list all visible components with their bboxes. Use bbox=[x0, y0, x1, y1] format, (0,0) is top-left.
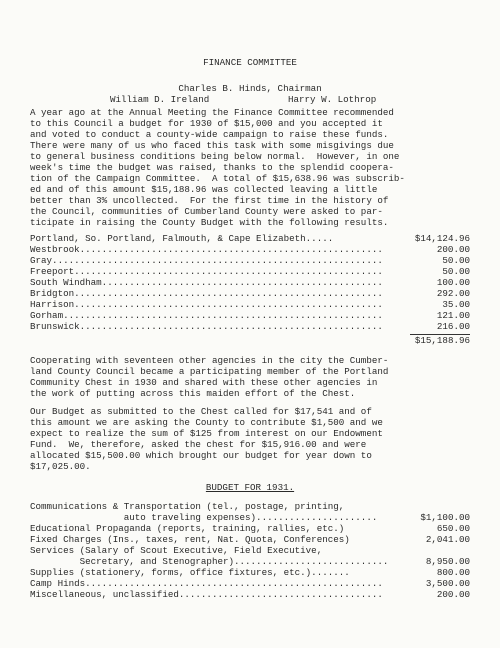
paragraph-line: ticipate in raising the County Budget with the following results. bbox=[30, 217, 389, 228]
collection-amount: 121.00 bbox=[436, 310, 470, 321]
budget-label: Services (Salary of Scout Executive, Field Executive, bbox=[30, 545, 323, 556]
committee-member: William D. Ireland bbox=[110, 94, 210, 105]
budget-row bbox=[30, 590, 470, 601]
paragraph-line: better than 3% uncollected. For the first time in the history of bbox=[30, 195, 389, 206]
collection-amount: 200.00 bbox=[436, 244, 470, 255]
chairman-line: Charles B. Hinds, Chairman bbox=[178, 83, 322, 94]
collection-amount: 35.00 bbox=[442, 299, 470, 310]
budget-label: Communications & Transportation (tel., postage, printing, bbox=[30, 501, 345, 512]
paragraph-line: week's time the budget was raised, thanks to the splendid coopera- bbox=[30, 162, 394, 173]
paragraph-line: to general business conditions being below normal. However, in one bbox=[30, 151, 400, 162]
document-title: FINANCE COMMITTEE bbox=[203, 57, 297, 68]
collection-amount: 50.00 bbox=[442, 266, 470, 277]
paragraph-line: the work of putting across this maiden effort of the Chest. bbox=[30, 388, 356, 399]
collection-label: Brunswick....................................................... bbox=[30, 321, 383, 332]
paragraph-line: land County Council became a participating member of the Portland bbox=[30, 366, 389, 377]
budget-amount: 8,950.00 bbox=[425, 556, 470, 567]
budget-amount: 650.00 bbox=[436, 523, 470, 534]
collection-label: Freeport........................................................ bbox=[30, 266, 383, 277]
collection-amount: 100.00 bbox=[436, 277, 470, 288]
collection-amount: $14,124.96 bbox=[414, 233, 470, 244]
paragraph-line: tion of the Campaign Committee. A total of $15,638.96 was subscrib- bbox=[30, 173, 405, 184]
paragraph-line: allocated $15,500.00 which brought our budget for year down to bbox=[30, 450, 372, 461]
paragraph-line: Our Budget as submitted to the Chest called for $17,541 and of bbox=[30, 406, 372, 417]
collection-label: Portland, So. Portland, Falmouth, & Cape Elizabeth..... bbox=[30, 233, 334, 244]
collection-total-row bbox=[30, 336, 470, 347]
budget-amount: 2,041.00 bbox=[425, 534, 470, 545]
budget-amount: $1,100.00 bbox=[420, 512, 470, 523]
budget-label: auto traveling expenses)...................... bbox=[30, 512, 378, 523]
budget-label: Secretary, and Stenographer)............................ bbox=[30, 556, 389, 567]
budget-label: Miscellaneous, unclassified..................................... bbox=[30, 589, 383, 600]
paragraph-line: A year ago at the Annual Meeting the Finance Committee recommended bbox=[30, 107, 394, 118]
collection-amount: 216.00 bbox=[436, 321, 470, 332]
paragraph-line: Community Chest in 1930 and shared with these other agencies in bbox=[30, 377, 378, 388]
paragraph-line: to this Council a budget for 1930 of $15,000 and you accepted it bbox=[30, 118, 383, 129]
paragraph-line: and voted to conduct a county-wide campaign to raise these funds. bbox=[30, 129, 389, 140]
paragraph-line: Cooperating with seventeen other agencies in the city the Cumber- bbox=[30, 355, 389, 366]
collection-label: Gray............................................................ bbox=[30, 255, 383, 266]
budget-amount: 800.00 bbox=[436, 567, 470, 578]
collection-label: Gorham.......................................................... bbox=[30, 310, 383, 321]
collection-total: $15,188.96 bbox=[414, 335, 470, 346]
budget-label: Educational Propaganda (reports, training, rallies, etc.) bbox=[30, 523, 345, 534]
paragraph-line: Fund. We, therefore, asked the chest for $15,916.00 and were bbox=[30, 439, 367, 450]
budget-label: Supplies (stationery, forms, office fixtures, etc.)....... bbox=[30, 567, 350, 578]
paragraph-line: ed and of this amount $15,188.96 was collected leaving a little bbox=[30, 184, 378, 195]
paragraph-line: There were many of us who faced this task with some misgivings due bbox=[30, 140, 394, 151]
budget-heading: BUDGET FOR 1931. bbox=[205, 482, 295, 493]
collection-row bbox=[30, 322, 470, 333]
paragraph-line: the Council, communities of Cumberland County were asked to par- bbox=[30, 206, 383, 217]
paragraph-line: expect to realize the sum of $125 from interest on our Endowment bbox=[30, 428, 383, 439]
budget-amount: 200.00 bbox=[436, 589, 470, 600]
collection-label: Bridgton........................................................ bbox=[30, 288, 383, 299]
paragraph-line: $17,025.00. bbox=[30, 461, 91, 472]
collection-amount: 50.00 bbox=[442, 255, 470, 266]
collection-label: Westbrook....................................................... bbox=[30, 244, 383, 255]
collection-label: Harrison........................................................ bbox=[30, 299, 383, 310]
budget-label: Camp Hinds...................................................... bbox=[30, 578, 383, 589]
paragraph-line: this amount we are asking the County to contribute $1,500 and we bbox=[30, 417, 383, 428]
collection-label: South Windham................................................... bbox=[30, 277, 383, 288]
budget-amount: 3,500.00 bbox=[425, 578, 470, 589]
committee-member: Harry W. Lothrop bbox=[288, 94, 377, 105]
budget-label: Fixed Charges (Ins., taxes, rent, Nat. Quota, Conferences) bbox=[30, 534, 350, 545]
collection-amount: 292.00 bbox=[436, 288, 470, 299]
